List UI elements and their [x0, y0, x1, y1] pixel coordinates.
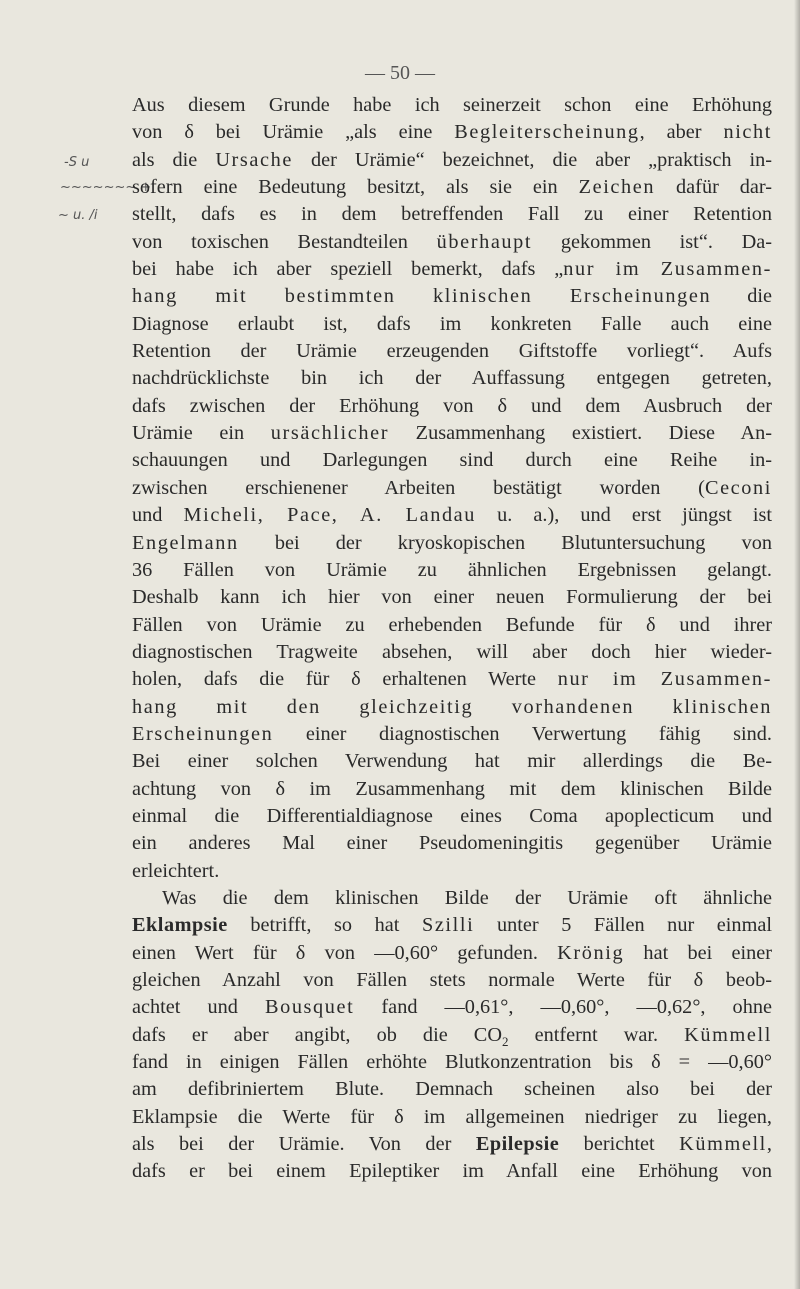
emphasis: überhaupt — [436, 230, 533, 253]
author-name: Ceconi — [704, 476, 772, 499]
text-line: schauungen und Darlegungen sind durch eine Reihe in- — [132, 449, 772, 472]
page-number: — 50 — — [365, 62, 435, 84]
keyword: Epilepsie — [475, 1133, 560, 1156]
text-line: ein anderes Mal einer Pseudomeningitis gegenüber Urämie — [132, 832, 772, 855]
text-line: Eklampsie betrifft, so hat Szilli unter 5 Fällen nur einmal — [132, 914, 772, 937]
text-line: fand in einigen Fällen erhöhte Blutkonzentration bis δ = —0,60° — [132, 1051, 772, 1074]
text-line: dafs er aber angibt, ob die $CO_2$ entfernt war. Kümmell — [132, 1023, 772, 1049]
text-line: hang mit bestimmten klinischen Erscheinungen die — [132, 285, 772, 308]
text-line: erleichtert. — [132, 859, 220, 882]
text-line: Engelmann bei der kryoskopischen Blutuntersuchung von — [132, 531, 772, 554]
text-line: diagnostischen Tragweite absehen, will aber doch hier wieder- — [132, 640, 772, 663]
page-edge-shadow — [794, 0, 800, 1289]
text-line: Bei einer solchen Verwendung hat mir allerdings die Be- — [132, 750, 772, 773]
text-line: und Micheli, Pace, A. Landau u. a.), und erst jüngst ist — [132, 504, 773, 527]
text-line: Erscheinungen einer diagnostischen Verwertung fähig sind. — [132, 722, 772, 745]
text-line: bei habe ich aber speziell bemerkt, dafs „nur im Zusammen- — [132, 258, 772, 281]
text-line: sofern eine Bedeutung besitzt, als sie ein Zeichen dafür dar- — [132, 176, 772, 199]
author-name: Engelmann — [132, 531, 239, 554]
author-name: Micheli, Pace, A. Landau — [183, 504, 477, 527]
text-line: einen Wert für δ von —0,60° gefunden. Krönig hat bei einer — [132, 941, 772, 964]
text-line: Eklampsie die Werte für δ im allgemeinen niedriger zu liegen, — [132, 1105, 772, 1128]
text-line: einmal die Differentialdiagnose eines Coma apoplecticum und — [132, 804, 772, 827]
emphasis: Erscheinungen — [132, 722, 274, 745]
text-line: von δ bei Urämie „als eine Begleiterscheinung, aber nicht — [132, 121, 773, 144]
author-name: Bousquet — [264, 996, 355, 1019]
text-line: achtet und Bousquet fand —0,61°, —0,60°, —0,62°, ohne — [132, 996, 772, 1019]
text-line: achtung von δ im Zusammenhang mit dem klinischen Bilde — [132, 777, 772, 800]
margin-note: ~~~~~~~ + — [60, 180, 152, 195]
text-line: als bei der Urämie. Von der Epilepsie berichtet Kümmell, — [132, 1133, 772, 1156]
author-name: Kümmell — [679, 1133, 767, 1156]
text-line: von toxischen Bestandteilen überhaupt gekommen ist“. Da- — [132, 230, 772, 253]
subscript: 2 — [501, 1033, 509, 1049]
text-line: 36 Fällen von Urämie zu ähnlichen Ergebnissen gelangt. — [132, 558, 772, 581]
text-line: dafs zwischen der Erhöhung von δ und dem Ausbruch der — [132, 394, 772, 417]
emphasis: ursächlicher — [270, 422, 390, 445]
text-line: stellt, dafs es in dem betreffenden Fall zu einer Retention — [132, 203, 772, 226]
text-line: Retention der Urämie erzeugenden Giftstoffe vorliegt“. Aufs — [132, 340, 772, 363]
emphasis: hang mit bestimmten klinischen Erscheinungen — [132, 285, 712, 308]
text-line: Fällen von Urämie zu erhebenden Befunde für δ und ihrer — [132, 613, 772, 636]
emphasis: nicht — [723, 121, 773, 144]
text-line: dafs er bei einem Epileptiker im Anfall eine Erhöhung von — [132, 1160, 772, 1183]
text-line: Urämie ein ursächlicher Zusammenhang existiert. Diese An- — [132, 422, 772, 445]
text-line: holen, dafs die für δ erhaltenen Werte nur im Zusammen- — [132, 668, 772, 691]
text-line: zwischen erschienener Arbeiten bestätigt worden (Ceconi — [132, 476, 772, 499]
text-line: als die Ursache der Urämie“ bezeichnet, die aber „praktisch in- — [132, 148, 772, 171]
author-name: Kümmell — [684, 1023, 772, 1046]
author-name: Szilli — [421, 914, 475, 937]
margin-note: -S u — [64, 155, 90, 170]
text-line: Diagnose erlaubt ist, dafs im konkreten Falle auch eine — [132, 312, 772, 335]
keyword: Eklampsie — [132, 914, 228, 937]
text-line: gleichen Anzahl von Fällen stets normale Werte für δ beob- — [132, 969, 772, 991]
text-line: nachdrücklichste bin ich der Auffassung entgegen getreten, — [132, 367, 772, 390]
emphasis: Begleiterscheinung — [454, 121, 640, 144]
text-line: Was die dem klinischen Bilde der Urämie oft ähnliche — [162, 886, 772, 909]
text-line: Aus diesem Grunde habe ich seinerzeit schon eine Erhöhung — [132, 94, 772, 116]
emphasis: Ursache — [215, 148, 293, 171]
emphasis: nur im Zusammen- — [563, 258, 772, 281]
author-name: Krönig — [557, 941, 625, 964]
margin-note: ~ u. /i — [58, 208, 98, 223]
text-line: am defibriniertem Blute. Demnach scheinen also bei der — [132, 1078, 772, 1101]
emphasis: hang mit den gleichzeitig vorhandenen klinischen — [132, 695, 772, 718]
body-text — [132, 92, 772, 1186]
emphasis: Zeichen — [578, 176, 656, 199]
text-line — [132, 694, 772, 721]
emphasis: nur im Zusammen- — [557, 668, 772, 691]
text-line: Deshalb kann ich hier von einer neuen Formulierung der bei — [132, 586, 772, 609]
